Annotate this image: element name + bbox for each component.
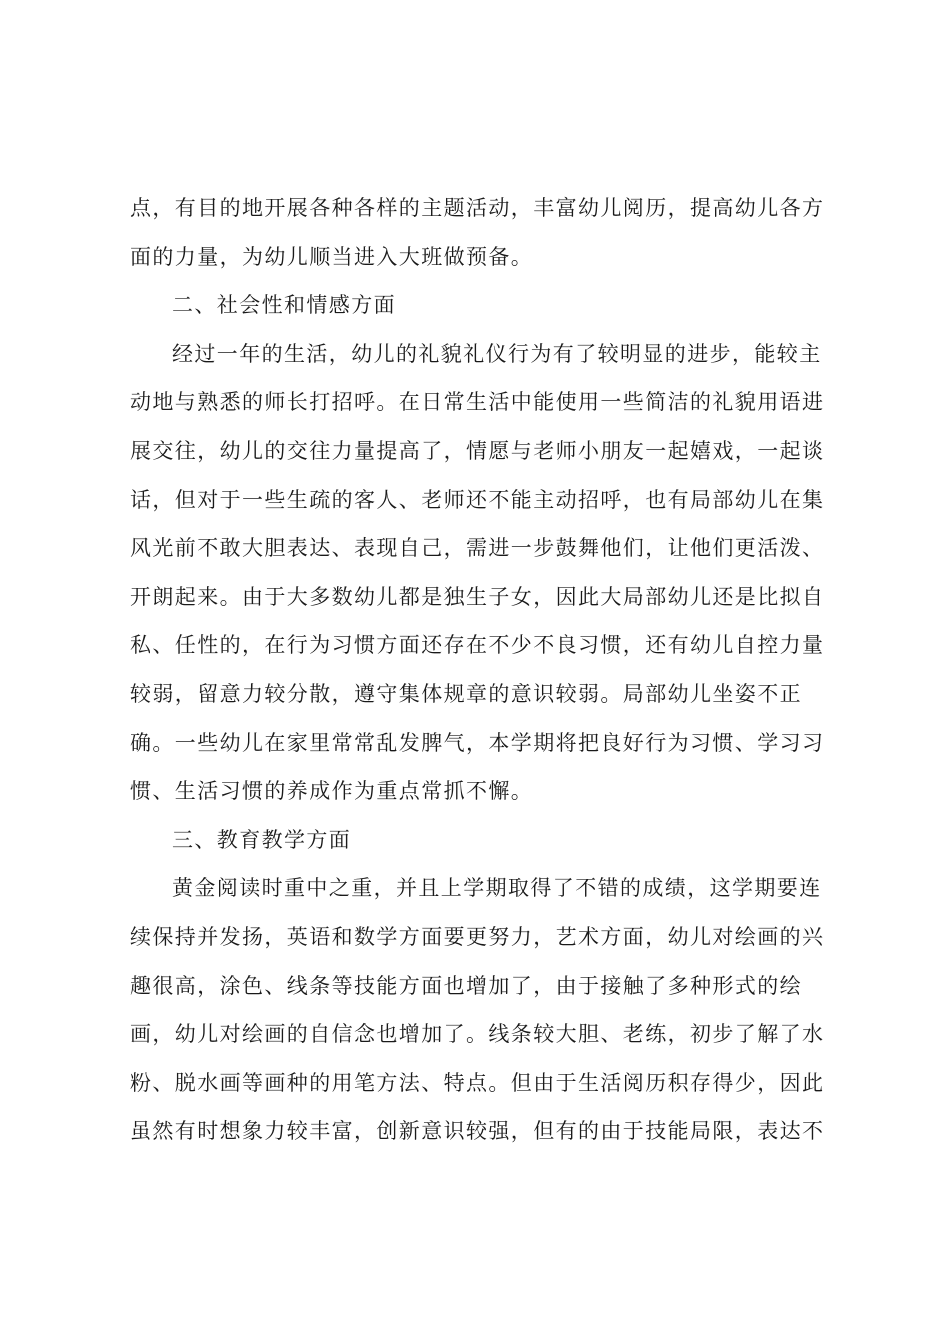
section-heading-teaching [130,816,830,865]
text-line: 趣很高，涂色、线条等技能方面也增加了，由于接触了多种形式的绘 [130,973,802,998]
text-line: 私、任性的，在行为习惯方面还存在不少不良习惯，还有幼儿自控力量 [130,633,825,658]
text-line: 画，幼儿对绘画的自信念也增加了。线条较大胆、老练，初步了解了水 [130,1022,825,1047]
text-line: 点，有目的地开展各种各样的主题活动，丰富幼儿阅历，提高幼儿各方 [130,196,825,220]
text-line: 惯、生活习惯的养成作为重点常抓不懈。 [130,779,534,804]
paragraph-social-emotional [130,330,830,816]
text-line: 经过一年的生活，幼儿的礼貌礼仪行为有了较明显的进步，能较主 [172,341,822,366]
section-heading-social-emotional [130,281,830,330]
text-line: 面的力量，为幼儿顺当进入大班做预备。 [130,244,534,269]
text-line: 粉、脱水画等画种的用笔方法、特点。但由于生活阅历积存得少，因此 [130,1070,825,1095]
paragraph-continuation [130,184,830,281]
heading-line: 三、教育教学方面 [172,827,352,852]
text-line: 开朗起来。由于大多数幼儿都是独生子女，因此大局部幼儿还是比拟自 [130,584,825,609]
text-line: 续保持并发扬，英语和数学方面要更努力，艺术方面，幼儿对绘画的兴 [130,924,825,949]
text-line: 动地与熟悉的师长打招呼。在日常生活中能使用一些简洁的礼貌用语进 [130,390,825,415]
document-body [130,184,830,1156]
heading-line: 二、社会性和情感方面 [172,293,396,318]
paragraph-teaching [130,864,830,1156]
text-line: 虽然有时想象力较丰富，创新意识较强，但有的由于技能局限，表达不 [130,1119,825,1144]
text-line: 风光前不敢大胆表达、表现自己，需进一步鼓舞他们，让他们更活泼、 [130,536,825,561]
text-line: 较弱，留意力较分散，遵守集体规章的意识较弱。局部幼儿坐姿不正 [130,681,802,706]
text-line: 黄金阅读时重中之重，并且上学期取得了不错的成绩，这学期要连 [172,876,822,901]
text-line: 展交往，幼儿的交往力量提高了，情愿与老师小朋友一起嬉戏，一起谈 [130,438,825,463]
text-line: 话，但对于一些生疏的客人、老师还不能主动招呼，也有局部幼儿在集 [130,487,825,512]
text-line: 确。一些幼儿在家里常常乱发脾气，本学期将把良好行为习惯、学习习 [130,730,825,755]
